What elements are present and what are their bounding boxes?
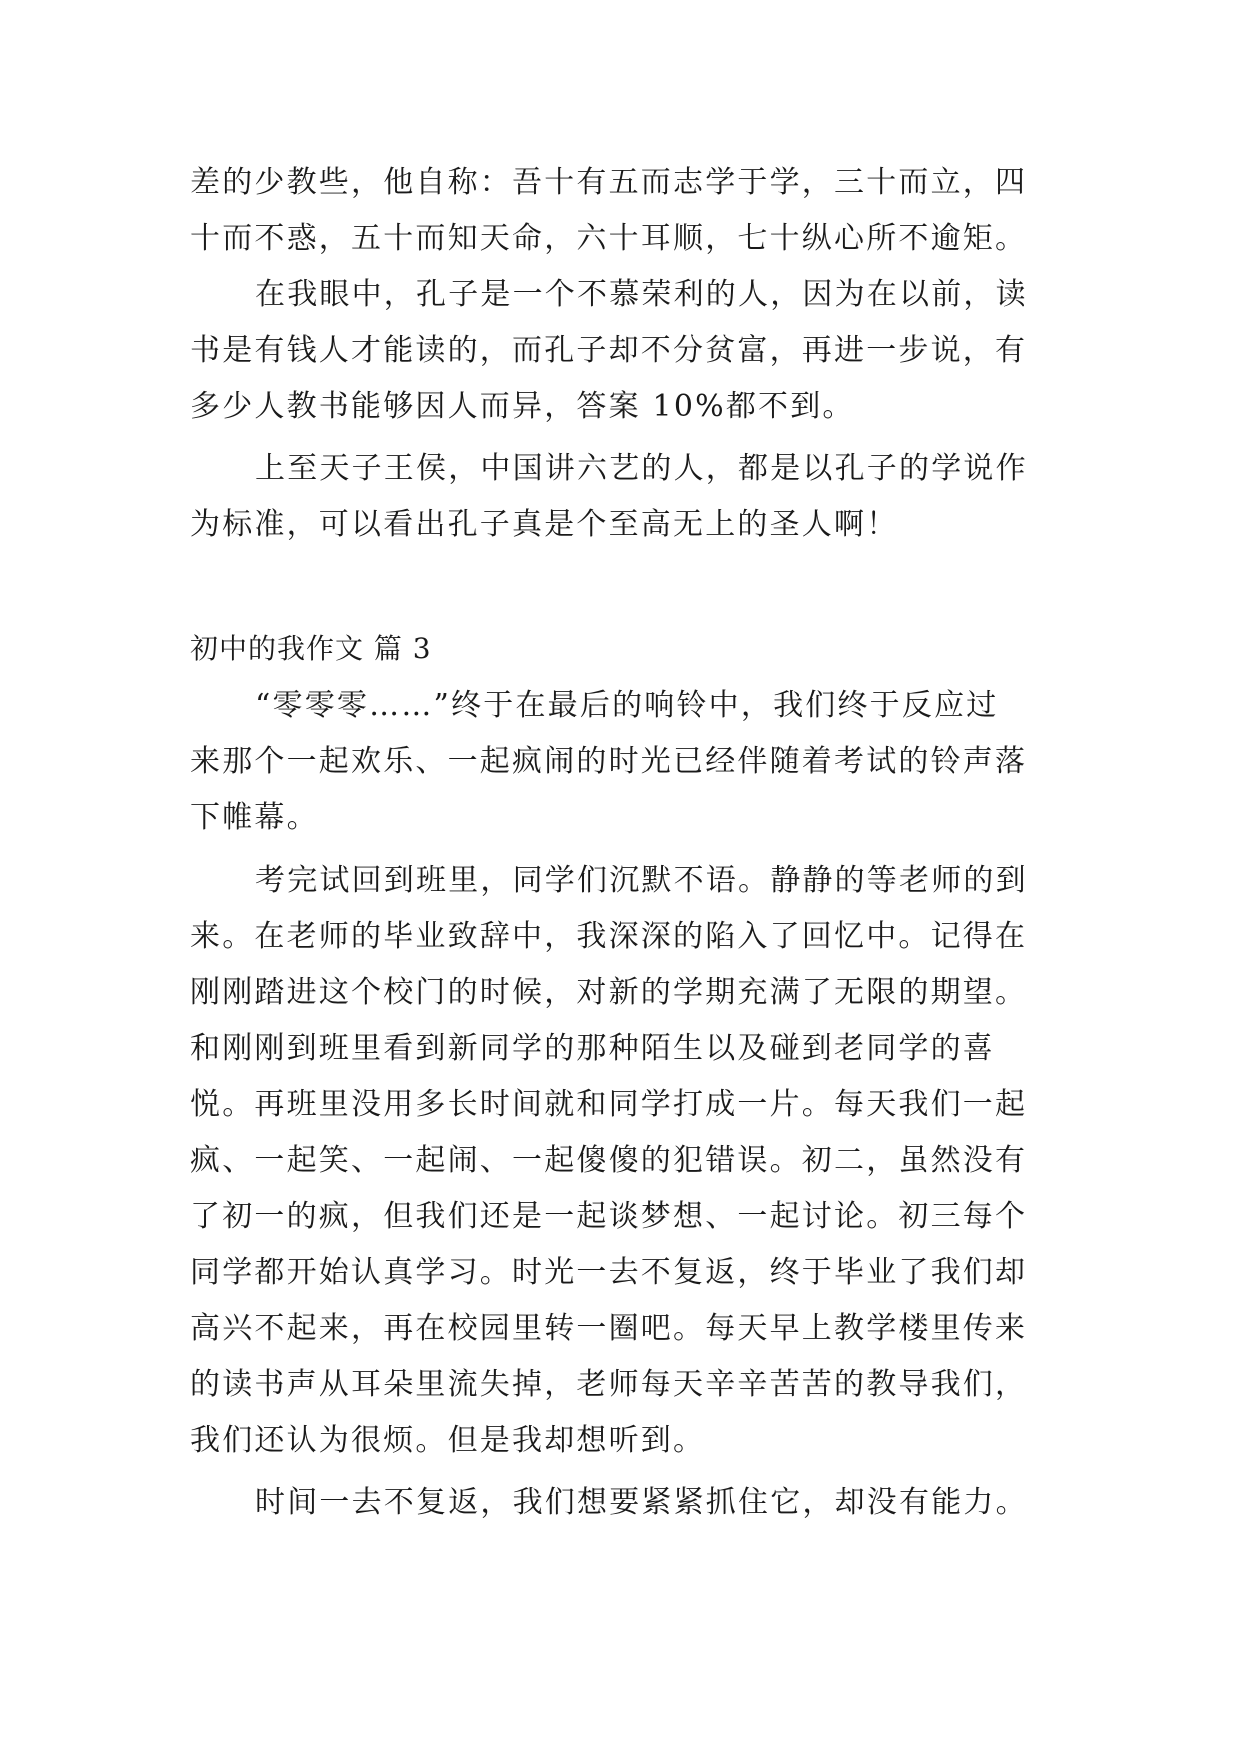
paragraph-5-line-4: 和刚刚到班里看到新同学的那种陌生以及碰到老同学的喜: [190, 1031, 995, 1066]
paragraph-5-line-9: 高兴不起来，再在校园里转一圈吧。每天早上教学楼里传来: [190, 1311, 1028, 1346]
paragraph-1-line-1: 差的少教些，他自称：吾十有五而志学于学，三十而立，四: [190, 165, 1028, 200]
paragraph-5-line-5: 悦。再班里没用多长时间就和同学打成一片。每天我们一起: [190, 1087, 1028, 1122]
paragraph-6-line-1: 时间一去不复返，我们想要紧紧抓住它，却没有能力。: [255, 1485, 1028, 1520]
paragraph-3-line-1: 上至天子王侯，中国讲六艺的人，都是以孔子的学说作: [255, 451, 1028, 486]
paragraph-2-line-3: 多少人教书能够因人而异，答案 10%都不到。: [190, 389, 855, 424]
paragraph-5-line-7: 了初一的疯，但我们还是一起谈梦想、一起讨论。初三每个: [190, 1199, 1028, 1234]
paragraph-3-line-2: 为标准，可以看出孔子真是个至高无上的圣人啊！: [190, 507, 899, 542]
paragraph-4-line-3: 下帷幕。: [190, 800, 319, 835]
paragraph-5-line-11: 我们还认为很烦。但是我却想听到。: [190, 1423, 706, 1458]
paragraph-2-line-2: 书是有钱人才能读的，而孔子却不分贫富，再进一步说，有: [190, 333, 1028, 368]
paragraph-5-line-6: 疯、一起笑、一起闹、一起傻傻的犯错误。初二，虽然没有: [190, 1143, 1028, 1178]
paragraph-5-line-1: 考完试回到班里，同学们沉默不语。静静的等老师的到: [255, 863, 1028, 898]
paragraph-2-line-1: 在我眼中，孔子是一个不慕荣利的人，因为在以前，读: [255, 277, 1028, 312]
paragraph-1-line-2: 十而不惑，五十而知天命，六十耳顺，七十纵心所不逾矩。: [190, 221, 1028, 256]
paragraph-5-line-8: 同学都开始认真学习。时光一去不复返，终于毕业了我们却: [190, 1255, 1028, 1290]
paragraph-4-line-1: “零零零……”终于在最后的响铃中，我们终于反应过: [255, 688, 999, 723]
paragraph-5-line-3: 刚刚踏进这个校门的时候，对新的学期充满了无限的期望。: [190, 975, 1028, 1010]
paragraph-5-line-2: 来。在老师的毕业致辞中，我深深的陷入了回忆中。记得在: [190, 919, 1028, 954]
paragraph-5-line-10: 的读书声从耳朵里流失掉，老师每天辛辛苦苦的教导我们，: [190, 1367, 1028, 1402]
section-heading: 初中的我作文 篇 3: [190, 632, 432, 665]
paragraph-4-line-2: 来那个一起欢乐、一起疯闹的时光已经伴随着考试的铃声落: [190, 744, 1028, 779]
